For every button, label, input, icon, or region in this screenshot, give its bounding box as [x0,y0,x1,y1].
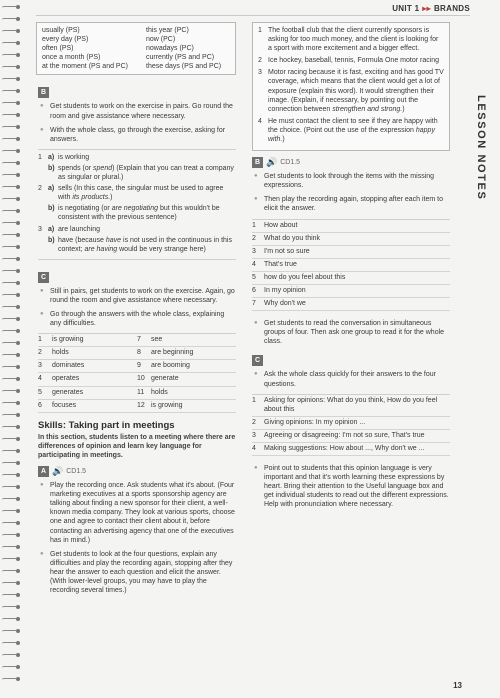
spiral-binding [0,0,24,698]
answer-row: 8 are beginning [137,347,236,360]
coil-ring [2,438,22,442]
cd-track: CD1.5 [280,159,301,167]
bullet-dot-icon: ● [40,550,44,557]
answers-c-col-1 [38,333,137,413]
speaker-icon: 🔊 [52,466,64,477]
answer-row: 4 Making suggestions: How about ..., Why don't we ... [252,443,450,456]
answer-row: 4 operates [38,373,137,386]
answer-row: 7 see [137,333,236,347]
coil-ring [2,198,22,202]
tense-cell: nowadays (PC) [146,45,194,53]
coil-ring [2,558,22,562]
coil-ring [2,462,22,466]
tense-cell: these days (PS and PC) [146,63,222,71]
tense-cell: currently (PS and PC) [146,54,215,62]
answer-row: 3 I'm not so sure [252,246,450,259]
bullet-dot-icon: ● [40,126,44,133]
coil-ring [2,90,22,94]
answers-c-col-2 [137,333,236,413]
coil-ring [2,534,22,538]
skills-intro: In this section, students listen to a meeting where there are differences of opinion and learn key language for participating in meetings. [38,433,236,459]
answer-row: 3 dominates [38,360,137,373]
coil-ring [2,174,22,178]
coil-ring [2,114,22,118]
coil-ring [2,270,22,274]
speaker-icon: 🔊 [266,157,278,168]
bullet-dot-icon: ● [40,103,44,110]
tenses-table [42,26,230,71]
coil-ring [2,138,22,142]
coil-ring [2,606,22,610]
answer-row: 12 is growing [137,400,236,413]
coil-ring [2,654,22,658]
coil-ring [2,426,22,430]
answers-b: 1 a) is working b) spends (or spend) (Explain that you can treat a company as singular or plural.) 2 a) sells (In this case, the singular must be used to agree with its products.) b) is negotiating (or are negotiating but this wouldn't be consistent with the previous sentence) 3 a) are launching b) have (because have is not used in the continuous in this context; are having would be very strange here) [38,149,236,260]
answer-row: 2 What do you think [252,233,450,246]
bullet-dot-icon: ● [254,173,258,180]
coil-ring [2,78,22,82]
side-label: LESSON NOTES [475,95,487,201]
arrow-icon: ▸▸ [422,4,431,13]
coil-ring [2,294,22,298]
coil-ring [2,582,22,586]
coil-ring [2,546,22,550]
skills-heading: Skills: Taking part in meetings [38,419,175,431]
bullet: ● Get students to read the conversation in simultaneous groups of four. Then ask one group to read it for the whole class. [254,320,445,346]
section-badge-b-right: B [252,157,263,168]
coil-ring [2,642,22,646]
coil-ring [2,618,22,622]
coil-ring [2,162,22,166]
answers-c-right [252,394,450,456]
coil-ring [2,342,22,346]
coil-ring [2,30,22,34]
section-a-header [38,466,236,477]
answers-c [38,333,236,413]
coil-ring [2,366,22,370]
coil-ring [2,450,22,454]
section-badge-a: A [38,466,49,477]
answer-row: 1 Asking for opinions: What do you think, How do you feel about this [252,394,450,417]
coil-ring [2,126,22,130]
answer-row: 1 How about [252,219,450,233]
coil-ring [2,258,22,262]
tense-cell: this year (PC) [146,27,189,34]
tense-cell: once a month (PS) [42,54,101,62]
section-badge-c-right: C [252,355,263,366]
answer-row: 7 Why don't we [252,298,450,311]
coil-ring [2,522,22,526]
bullet: ● Ask the whole class quickly for their answers to the four questions. [254,371,436,388]
coil-ring [2,102,22,106]
coil-ring [2,186,22,190]
bullet-dot-icon: ● [254,371,258,378]
bullet-dot-icon: ● [254,320,258,327]
right-column [250,22,450,515]
coil-ring [2,54,22,58]
answers-a-box: 1 The football club that the client currently sponsors is asking for too much money, and the client is looking for a sport with more excitement and a bigger effect. 2 Ice hockey, baseball, tennis, Formula One motor racing 3 Motor racing because it is fast, exciting and has good TV coverage, which means that the client would get a lot of exposure (explain this word). It would strengthen their image. (Explain, if necessary, by pointing out the connection between strengthen and strong.) 4 He must contact the client to see if they are happy with the choice. (Point out the use of the expression happy with.) [252,22,450,151]
tenses-col-1 [42,26,146,71]
answers-b-right [252,219,450,312]
answer-row: 10 generate [137,373,236,386]
bullet: ● Get students to look at the four questions, explain any difficulties and play the recording again, stopping after they hear the answer to each question and elicit the answer. (With lower-level groups, you may have to play the recording several times.) [40,550,233,595]
page-header [392,4,470,13]
coil-ring [2,378,22,382]
tense-cell: usually (PS) [42,27,80,34]
coil-ring [2,474,22,478]
unit-title: BRANDS [433,4,470,13]
coil-ring [2,486,22,490]
answer-row: 11 holds [137,387,236,400]
answer-row: 2 holds [38,347,137,360]
bullet: ● Go through the answers with the whole class, explaining any difficulties. [40,310,225,328]
coil-ring [2,150,22,154]
coil-ring [2,594,22,598]
left-column [36,22,236,600]
coil-ring [2,306,22,310]
bullet: ● Point out to students that this opinion language is very important and that it's worth learning these expressions by heart. Bring their attention to the Useful language box and get individual students to read out the different expressions. Help with pronunciation where necessary. [254,465,449,509]
coil-ring [2,222,22,226]
bullet-dot-icon: ● [254,465,258,472]
answer-row: 6 In my opinion [252,285,450,298]
bullet: ● Get students to work on the exercise in pairs. Go round the room and give assistance where necessary. [40,103,233,120]
bullet: ● Play the recording once. Ask students what it's about. (Four marketing executives at a sports sponsorship agency are talking about finding a new sponsor for their client, a well-known media company. They look at various sports, choose one and agree to contact their client about it, before contacting an advertising agency that one of the executives has in mind.) [40,482,235,544]
coil-ring [2,390,22,394]
answer-row: 5 how do you feel about this [252,272,450,285]
answer-row: 6 focuses [38,400,137,413]
header-rule [36,15,470,16]
section-b-header [252,157,450,168]
coil-ring [2,498,22,502]
cd-track: CD1.5 [66,468,87,476]
bullet-dot-icon: ● [254,196,258,203]
bullet-dot-icon: ● [40,310,44,317]
coil-ring [2,630,22,634]
coil-ring [2,678,22,682]
coil-ring [2,210,22,214]
page-number: 13 [453,681,462,690]
tenses-col-2 [146,26,230,71]
coil-ring [2,354,22,358]
bullet: ● Get students to look through the items with the missing expressions. [254,173,435,190]
coil-ring [2,282,22,286]
coil-ring [2,402,22,406]
tense-cell: often (PS) [42,45,74,53]
bullet: ● Then play the recording again, stopping after each item to elicit the answer. [254,196,443,213]
coil-ring [2,330,22,334]
coil-ring [2,6,22,10]
section-badge-c: C [38,272,49,283]
bullet-dot-icon: ● [40,287,44,294]
bullet-dot-icon: ● [40,482,44,489]
section-badge-b: B [38,87,49,98]
coil-ring [2,666,22,670]
coil-ring [2,510,22,514]
answer-row: 3 Agreeing or disagreeing: I'm not so sure, That's true [252,430,450,443]
answer-row: 1 is growing [38,333,137,347]
coil-ring [2,318,22,322]
bullet: ● With the whole class, go through the exercise, asking for answers. [40,126,226,143]
answer-row: 9 are booming [137,360,236,373]
coil-ring [2,414,22,418]
answer-row: 2 Giving opinions: In my opinion ... [252,417,450,430]
coil-ring [2,234,22,238]
coil-ring [2,246,22,250]
tense-cell: at the moment (PS and PC) [42,63,128,71]
tense-cell: now (PC) [146,36,176,44]
answer-row: 5 generates [38,387,137,400]
bullet: ● Still in pairs, get students to work on the exercise. Again, go round the room and give assistance where necessary. [40,287,235,304]
coil-ring [2,570,22,574]
answer-row: 4 That's true [252,259,450,272]
coil-ring [2,66,22,70]
tenses-box [36,22,236,75]
unit-label: UNIT 1 [392,4,420,13]
tense-cell: every day (PS) [42,36,89,44]
coil-ring [2,18,22,22]
coil-ring [2,42,22,46]
